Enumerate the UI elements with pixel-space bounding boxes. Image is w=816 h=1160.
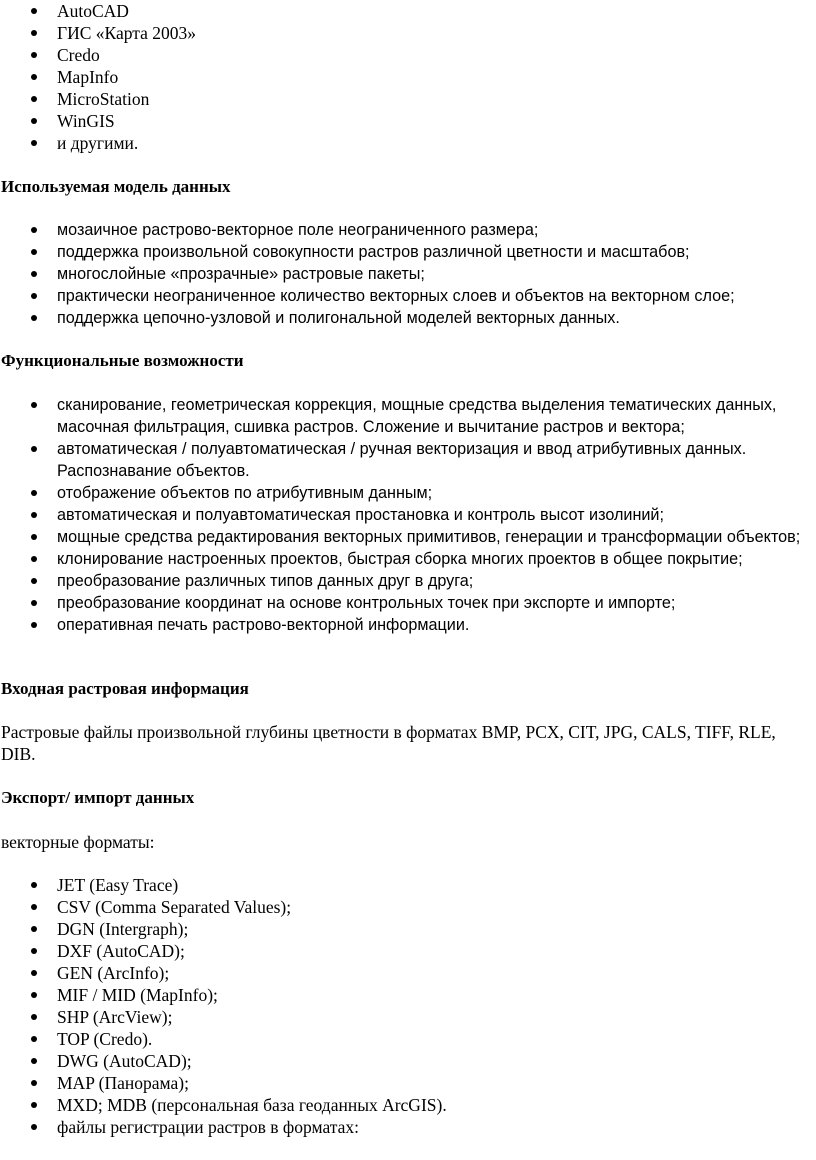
list-item: MXD; MDB (персональная база геоданных ArcGIS). [0,1094,816,1116]
list-item: AutoCAD [0,0,816,22]
list-item: многослойные «прозрачные» растровые пакеты; [0,263,816,285]
list-item: мозаичное растрово-векторное поле неограниченного размера; [0,219,816,241]
list-item: CSV (Comma Separated Values); [0,896,816,918]
section-heading-raster-input: Входная растровая информация [1,679,249,698]
list-item: MAP (Панорама); [0,1072,816,1094]
list-item: преобразование координат на основе контрольных точек при экспорте и импорте; [0,592,816,614]
list-item: MicroStation [0,88,816,110]
list-item: поддержка произвольной совокупности растров различной цветности и масштабов; [0,241,816,263]
list-item: SHP (ArcView); [0,1006,816,1028]
list-item: DWG (AutoCAD); [0,1050,816,1072]
section-heading-functions: Функциональные возможности [1,351,244,370]
vector-formats-label: векторные форматы: [1,832,155,852]
section-heading-data-model: Используемая модель данных [1,177,231,196]
list-item: WinGIS [0,110,816,132]
list-item: практически неограниченное количество векторных слоев и объектов на векторном слое; [0,285,816,307]
functions-list [0,394,816,636]
list-item: преобразование различных типов данных друг в друга; [0,570,816,592]
list-item: и другими. [0,132,816,154]
list-item: клонирование настроенных проектов, быстрая сборка многих проектов в общее покрытие; [0,548,816,570]
list-item: оперативная печать растрово-векторной информации. [0,614,816,636]
software-list [0,0,816,154]
formats-list [0,874,816,1138]
list-item: MIF / MID (MapInfo); [0,984,816,1006]
list-item: автоматическая и полуавтоматическая простановка и контроль высот изолиний; [0,504,816,526]
list-item: автоматическая / полуавтоматическая / ручная векторизация и ввод атрибутивных данных. Распознавание объектов. [0,438,816,482]
list-item: GEN (ArcInfo); [0,962,816,984]
list-item: сканирование, геометрическая коррекция, мощные средства выделения тематических данных, масочная фильтрация, сшивка растров. Сложение и вычитание растров и вектора; [0,394,816,438]
raster-input-paragraph: Растровые файлы произвольной глубины цветности в форматах BMP, PCX, CIT, JPG, CALS, TIFF, RLE, DIB. [1,722,776,764]
list-item: TOP (Credo). [0,1028,816,1050]
data-model-list [0,219,816,329]
list-item: мощные средства редактирования векторных примитивов, генерации и трансформации объектов; [0,526,816,548]
list-item: MapInfo [0,66,816,88]
list-item: DGN (Intergraph); [0,918,816,940]
list-item: ГИС «Карта 2003» [0,22,816,44]
list-item: поддержка цепочно-узловой и полигональной моделей векторных данных. [0,307,816,329]
section-heading-export-import: Экспорт/ импорт данных [1,788,195,807]
list-item: файлы регистрации растров в форматах: [0,1116,816,1138]
list-item: Credo [0,44,816,66]
list-item: JET (Easy Trace) [0,874,816,896]
list-item: DXF (AutoCAD); [0,940,816,962]
list-item: отображение объектов по атрибутивным данным; [0,482,816,504]
